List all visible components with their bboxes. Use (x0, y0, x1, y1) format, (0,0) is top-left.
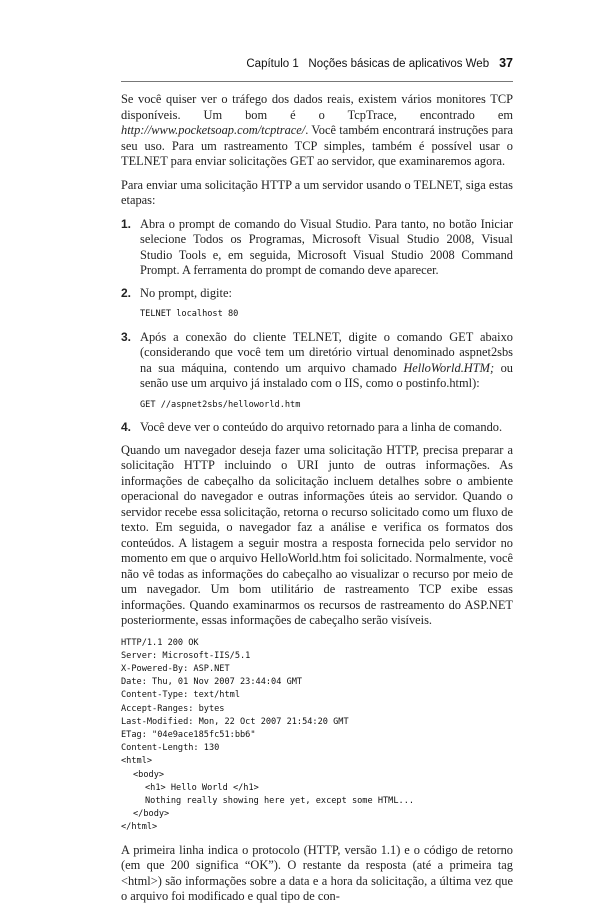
step-text: Você deve ver o conteúdo do arquivo retornado para a linha de comando. (140, 420, 503, 434)
step-number: 1. (121, 216, 132, 231)
chapter-title: Noções básicas de aplicativos Web (308, 58, 490, 70)
listing-line: HTTP/1.1 200 OK (121, 637, 199, 648)
listing-line: Nothing really showing here yet, except some HTML... (145, 795, 415, 806)
listing-line: <h1> Hello World </h1> (145, 782, 259, 793)
step-text: Abra o prompt de comando do Visual Studio. Para tanto, no botão Iniciar selecione Todos os Programas, Microsoft Visual Studio 2008, Visual Studio Tools e, em seguida, Microsoft Visual Studio 2008 Command Prompt. A ferramenta do prompt de comando deve aparecer. (140, 216, 513, 277)
step-text: Após a conexão do cliente TELNET, digite o comando GET abaixo (considerando que você tem um diretório virtual denominado aspnet2sbs na sua máquina, contendo um arquivo chamado (140, 329, 513, 375)
telnet-command: TELNET localhost 80 (140, 309, 239, 319)
listing-line: Last-Modified: Mon, 22 Oct 2007 21:54:20 GMT (121, 716, 349, 727)
step-number: 4. (121, 420, 132, 434)
paragraph-text: Se você quiser ver o tráfego dos dados reais, existem vários monitores TCP disponíveis. Um bom é o TcpTrace, encontrado em (121, 92, 513, 122)
step-filename: HelloWorld.HTM; (403, 360, 495, 375)
page-body (121, 92, 513, 913)
listing-line: </body> (133, 809, 170, 820)
chapter-label: Capítulo 1 (246, 58, 299, 70)
step-text: No prompt, digite: (140, 285, 232, 300)
paragraph-telnet-intro: Para enviar uma solicitação HTTP a um servidor usando o TELNET, siga estas etapas: (121, 177, 513, 207)
listing-line: X-Powered-By: ASP.NET (121, 663, 230, 674)
tcptrace-url: http://www.pocketsoap.com/tcptrace/ (121, 123, 306, 137)
listing-line: Accept-Ranges: bytes (121, 703, 225, 714)
paragraph-http-request: Quando um navegador deseja fazer uma solicitação HTTP, precisa preparar a solicitação HTTP incluindo o URI junto de outras informações. As informações de cabeçalho da solicitação incluem detalhes sobre o ambiente operacional do navegador e outras informações úteis ao servidor. Quando o servidor recebe essa solicitação, retorna o recurso solicitado como um fluxo de texto. Em seguida, o navegador faz a análise e verifica os formatos dos conteúdos. A listagem a seguir mostra a resposta fornecida pelo servidor no momento em que o arquivo HelloWorld.htm foi solicitado. Normalmente, você não vê todas as informações do cabeçalho ao visualizar o recurso por meio de um navegador. Um bom utilitário de rastreamento TCP exibe essas informações. Quando examinarmos os recursos de rastreamento do ASP.NET posteriormente, essas informações de cabeçalho serão visíveis. (121, 442, 513, 627)
http-response-listing (121, 637, 513, 835)
page-number: 37 (499, 56, 513, 70)
running-header (121, 56, 513, 70)
listing-line: Content-Length: 130 (121, 743, 220, 754)
step-item (121, 420, 513, 436)
listing-line: Date: Thu, 01 Nov 2007 23:44:04 GMT (121, 677, 303, 688)
step-item (121, 286, 513, 323)
listing-line: Server: Microsoft-IIS/5.1 (121, 650, 251, 661)
paragraph-tcp-monitors (121, 92, 513, 170)
get-command: GET //aspnet2sbs/helloworld.htm (140, 399, 301, 410)
steps-list (121, 217, 513, 436)
step-text: ou senão use um arquivo já instalado com o IIS, como o postinfo.html): (140, 360, 513, 390)
step-number: 3. (121, 329, 132, 344)
listing-line: Content-Type: text/html (121, 690, 240, 701)
listing-line: <body> (133, 769, 165, 780)
paragraph-text: . Você também encontrará instruções para seu uso. Para um rastreamento TCP simples, também é possível usar o TELNET para enviar solicitações GET ao servidor, que examinaremos agora. (121, 123, 513, 168)
listing-line: <html> (121, 756, 153, 767)
step-item (121, 330, 513, 414)
step-item (121, 217, 513, 279)
header-rule (121, 81, 513, 82)
listing-line: </html> (121, 822, 158, 833)
listing-line: ETag: "04e9ace185fc51:bb6" (121, 729, 256, 740)
paragraph-first-line: A primeira linha indica o protocolo (HTTP, versão 1.1) e o código de retorno (em que 200 significa “OK”). O restante da resposta (até a primeira tag <html>) são informações sobre a data e a hora da solicitação, a última vez que o arquivo foi modificado e qual tipo de con- (121, 842, 513, 904)
step-number: 2. (121, 285, 132, 300)
